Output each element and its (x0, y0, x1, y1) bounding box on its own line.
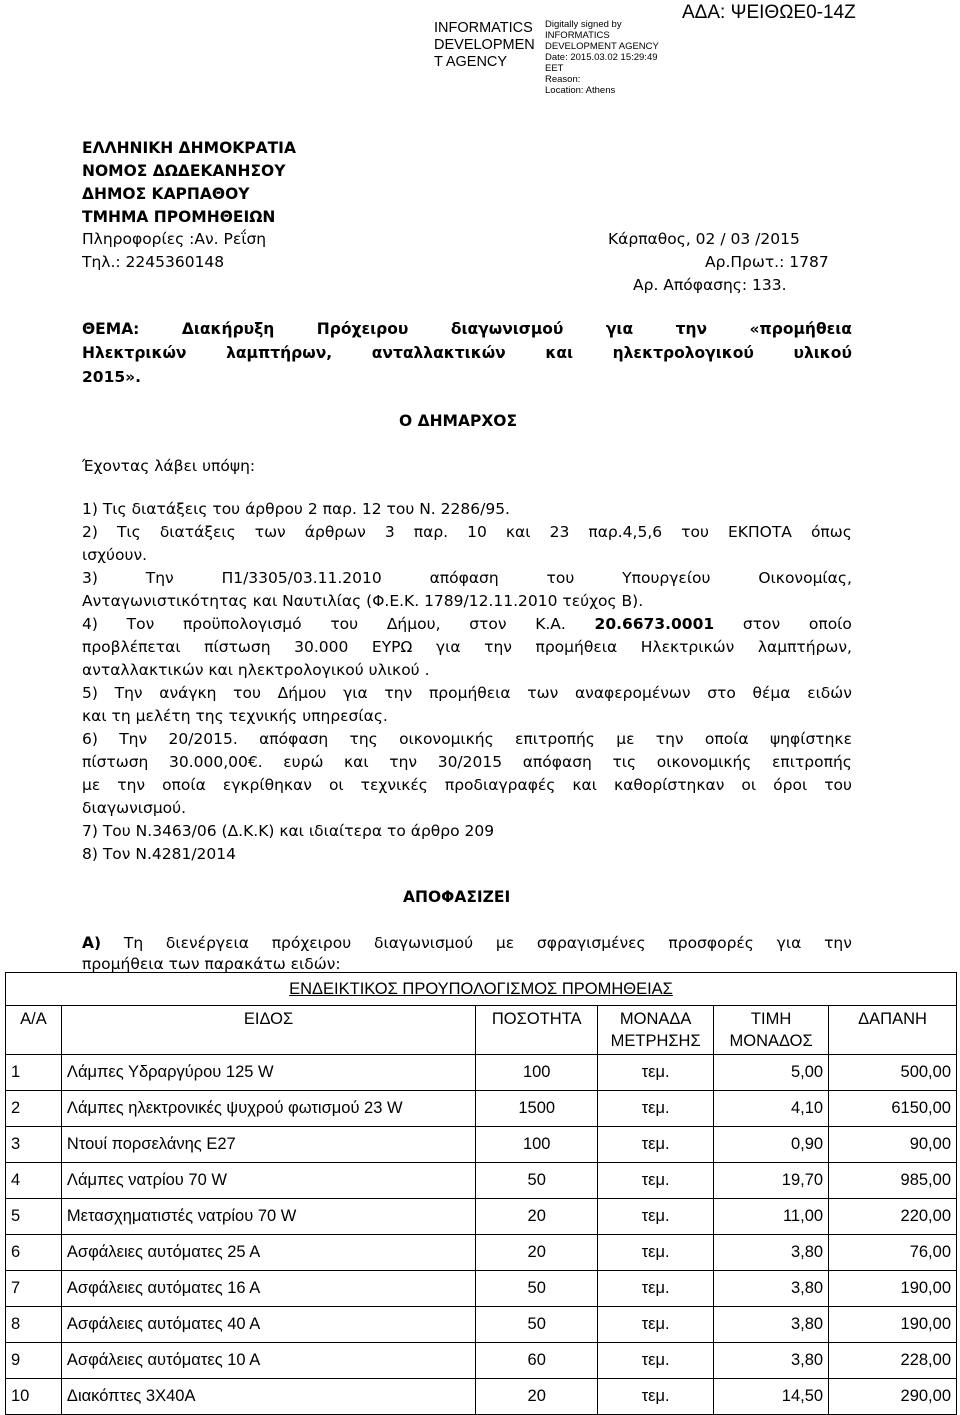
row-quantity: 60 (476, 1343, 598, 1379)
ref-word: επιτροπής (772, 753, 852, 771)
ref-word: Δήμου, (386, 615, 441, 633)
ref-word: την (389, 753, 418, 771)
ref-word: του (233, 684, 261, 702)
clause-a-line-1 (82, 934, 852, 952)
row-unit-price: 19,70 (714, 1163, 829, 1199)
header-line: ΔΗΜΟΣ ΚΑΡΠΑΘΟΥ (82, 185, 250, 203)
row-quantity: 50 (476, 1271, 598, 1307)
ref-word: και (344, 753, 369, 771)
row-cost: 90,00 (829, 1127, 957, 1163)
row-item: Ασφάλειες αυτόματες 16 Α (61, 1271, 475, 1307)
ref-4-line-1 (82, 615, 852, 633)
clause-a-label: Α) (82, 934, 102, 952)
ref-word: οποία (704, 730, 749, 748)
subject-word: και (545, 344, 574, 362)
considering-label: Έχοντας λάβει υπόψη: (82, 457, 256, 475)
ref-word: της (349, 730, 378, 748)
budget-code: 20.6673.0001 (594, 615, 715, 633)
table-row (6, 1235, 957, 1271)
ref-word: την (384, 684, 413, 702)
clause-word: Τη (123, 934, 144, 952)
row-cost: 500,00 (829, 1055, 957, 1091)
signature-org-line: T AGENCY (434, 54, 508, 70)
col-header-unit (598, 1006, 714, 1055)
ref-word: παρ.4,5,6 (588, 523, 663, 541)
row-cost: 76,00 (829, 1235, 957, 1271)
mayor-heading: Ο ΔΗΜΑΡΧΟΣ (399, 412, 518, 430)
ref-word: πίστωση (82, 753, 149, 771)
ref-word: Οικονομίας, (758, 569, 852, 587)
ref-word: οποία (162, 776, 206, 794)
row-number: 3 (6, 1127, 62, 1163)
row-quantity: 50 (476, 1307, 598, 1343)
ref-word: 30/2015 (437, 753, 503, 771)
ref-word: προμήθεια (535, 638, 618, 656)
ref-word: ανάγκη (159, 684, 217, 702)
signature-meta-line: EET (545, 63, 564, 74)
ref-word: στον (469, 615, 507, 633)
row-cost: 220,00 (829, 1199, 957, 1235)
ref-4-line-3: ανταλλακτικών και ηλεκτρολογικού υλικού . (82, 661, 430, 679)
row-unit-price: 11,00 (714, 1199, 829, 1235)
ref-word: απόφαση (522, 753, 592, 771)
ref-2-line-2: ισχύουν. (82, 546, 148, 564)
row-unit: τεμ. (598, 1343, 714, 1379)
row-item: Μετασχηματιστές νατρίου 70 W (61, 1199, 475, 1235)
subject-word: υλικού (793, 344, 852, 362)
header-line: ΕΛΛΗΝΙΚΗ ΔΗΜΟΚΡΑΤΙΑ (82, 139, 296, 157)
ref-word: των (527, 684, 559, 702)
row-number: 1 (6, 1055, 62, 1091)
subject-word: ηλεκτρολογικού (612, 344, 754, 362)
ref-word: παρ. (413, 523, 449, 541)
table-row (6, 1379, 957, 1415)
row-unit: τεμ. (598, 1271, 714, 1307)
ref-word: του (681, 523, 709, 541)
ref-word: του (824, 776, 852, 794)
ref-word: λαμπτήρων, (757, 638, 852, 656)
protocol-number: Αρ.Πρωτ.: 1787 (705, 253, 829, 271)
ref-word: και (572, 776, 597, 794)
subject-word: διαγωνισμού (450, 320, 564, 338)
ref-word: απόφαση (429, 569, 499, 587)
row-number: 5 (6, 1199, 62, 1235)
signature-meta-line: Reason: (545, 74, 581, 85)
row-quantity: 100 (476, 1055, 598, 1091)
ref-word: επιτροπής (515, 730, 595, 748)
ref-word: θέμα (752, 684, 791, 702)
row-unit: τεμ. (598, 1091, 714, 1127)
ref-word: και (505, 523, 531, 541)
clause-word: προσφορές (668, 934, 754, 952)
ref-word: των (254, 523, 286, 541)
row-cost: 190,00 (829, 1307, 957, 1343)
subject-word: ΘΕΜΑ: (82, 320, 140, 338)
ref-6-line-3 (82, 776, 852, 794)
col-header-price (714, 1006, 829, 1055)
ref-word: 6) (82, 730, 98, 748)
subject-word: Διακήρυξη (181, 320, 275, 338)
ref-2-line-1 (82, 523, 852, 541)
ref-3-line-2: Ανταγωνιστικότητας και Ναυτιλίας (Φ.Ε.Κ. 1789/12.11.2010 τεύχος Β). (82, 592, 644, 610)
clause-word: διενέργεια (165, 934, 249, 952)
row-item: Λάμπες Υδραργύρου 125 W (61, 1055, 475, 1091)
table-caption-row (6, 973, 957, 1006)
clause-word: διαγωνισμού (373, 934, 474, 952)
ref-word: όροι (773, 776, 808, 794)
row-quantity: 20 (476, 1379, 598, 1415)
subject-word: ανταλλακτικών (371, 344, 506, 362)
ref-word: στο (707, 684, 736, 702)
ref-word: Τις (116, 523, 141, 541)
row-unit-price: 4,10 (714, 1091, 829, 1127)
place-date: Κάρπαθος, 02 / 03 /2015 (608, 230, 800, 248)
header-line: ΤΜΗΜΑ ΠΡΟΜΗΘΕΙΩΝ (82, 208, 276, 226)
ref-6-line-1 (82, 730, 852, 748)
ref-word: οι (741, 776, 757, 794)
ada-code: ΑΔΑ: ΨΕΙΘΩΕ0-14Ζ (682, 2, 856, 23)
ref-word: του (546, 569, 575, 587)
subject-word: Πρόχειρου (316, 320, 409, 338)
ref-5-line-2: και τη μελέτη της τεχνικής υπηρεσίας. (82, 707, 388, 725)
row-cost: 190,00 (829, 1271, 957, 1307)
col-header-unit-1: ΜΟΝΑΔΑ (619, 1010, 692, 1028)
row-number: 4 (6, 1163, 62, 1199)
signature-meta-line: DEVELOPMENT AGENCY (545, 41, 659, 52)
decision-number: Αρ. Απόφασης: 133. (633, 276, 787, 294)
row-unit-price: 3,80 (714, 1271, 829, 1307)
ref-word: απόφαση (259, 730, 329, 748)
table-header-row (6, 1006, 957, 1055)
row-unit: τεμ. (598, 1055, 714, 1091)
ref-word: του (330, 615, 359, 633)
row-item: Ασφάλειες αυτόματες 25 Α (61, 1235, 475, 1271)
ref-word: την (655, 730, 684, 748)
col-header-qty: ΠΟΣΟΤΗΤΑ (476, 1006, 598, 1055)
ref-word: Την (145, 569, 174, 587)
col-header-aa: Α/Α (6, 1006, 62, 1055)
ref-6-line-2 (82, 753, 852, 771)
signature-meta-line: INFORMATICS (545, 30, 610, 41)
ref-word: Ηλεκτρικών (640, 638, 735, 656)
subject-word: Ηλεκτρικών (82, 344, 187, 362)
row-unit: τεμ. (598, 1307, 714, 1343)
row-item: Λάμπες ηλεκτρονικές ψυχρού φωτισμού 23 W (61, 1091, 475, 1127)
ref-word: την (117, 776, 146, 794)
ref-word: με (616, 730, 635, 748)
row-unit: τεμ. (598, 1199, 714, 1235)
ref-word: με (82, 776, 101, 794)
ref-word: οι (328, 776, 344, 794)
signature-org-line: INFORMATICS (434, 20, 533, 36)
ref-6-line-4: διαγωνισμού. (82, 799, 187, 817)
clause-word: για (776, 934, 802, 952)
ref-8: 8) Τον Ν.4281/2014 (82, 845, 237, 863)
col-header-unit-2: ΜΕΤΡΗΣΗΣ (610, 1032, 701, 1050)
clause-word: την (824, 934, 852, 952)
table-row (6, 1271, 957, 1307)
signature-meta (545, 19, 659, 96)
subject-word: λαμπτήρων, (226, 344, 333, 362)
ref-5-line-1 (82, 684, 852, 702)
phone: Τηλ.: 2245360148 (82, 253, 225, 271)
row-cost: 290,00 (829, 1379, 957, 1415)
table-row (6, 1163, 957, 1199)
table-row (6, 1127, 957, 1163)
document-header (82, 137, 296, 229)
ref-word: ευρώ (283, 753, 324, 771)
row-number: 9 (6, 1343, 62, 1379)
ref-word: 20/2015. (168, 730, 238, 748)
ref-word: αναφερομένων (574, 684, 691, 702)
table-row (6, 1307, 957, 1343)
ref-word: προδιαγραφές (444, 776, 556, 794)
row-number: 2 (6, 1091, 62, 1127)
ref-word: ψηφίστηκε (769, 730, 852, 748)
ref-word: όπως (810, 523, 852, 541)
row-item: Διακόπτες 3Χ40Α (61, 1379, 475, 1415)
subject-line-3: 2015». (82, 368, 142, 386)
header-line: ΝΟΜΟΣ ΔΩΔΕΚΑΝΗΣΟΥ (82, 162, 286, 180)
row-item: Ντουί πορσελάνης Ε27 (61, 1127, 475, 1163)
ref-word: Την (114, 684, 143, 702)
ref-word: ΕΚΠΟΤΑ (728, 523, 792, 541)
ref-word: 3 (384, 523, 395, 541)
row-unit: τεμ. (598, 1127, 714, 1163)
table-row (6, 1091, 957, 1127)
subject-line-1 (82, 320, 852, 338)
table-row (6, 1199, 957, 1235)
ref-word: προβλέπεται (82, 638, 181, 656)
row-cost: 985,00 (829, 1163, 957, 1199)
clause-word: σφραγισμένες (536, 934, 646, 952)
row-unit-price: 14,50 (714, 1379, 829, 1415)
ref-word: 30.000,00€. (168, 753, 263, 771)
table-row (6, 1055, 957, 1091)
ref-word: 30.000 (294, 638, 349, 656)
ref-word: την (484, 638, 512, 656)
ref-word: διατάξεις (159, 523, 236, 541)
subject-word: για (605, 320, 634, 338)
ref-word: εγκρίθηκαν (222, 776, 312, 794)
ref-word: ειδών (807, 684, 852, 702)
signature-meta-line: Digitally signed by (545, 19, 622, 30)
ref-word: Τον (126, 615, 155, 633)
row-number: 6 (6, 1235, 62, 1271)
row-item: Ασφάλειες αυτόματες 10 Α (61, 1343, 475, 1379)
row-unit-price: 5,00 (714, 1055, 829, 1091)
col-header-price-2: ΜΟΝΑΔΟΣ (729, 1032, 813, 1050)
col-header-item: ΕΙΔΟΣ (61, 1006, 475, 1055)
budget-table (5, 972, 957, 1415)
ref-word: Την (119, 730, 148, 748)
ref-word: πίστωση (204, 638, 271, 656)
signature-meta-line: Location: Athens (545, 85, 616, 96)
col-header-cost: ΔΑΠΑΝΗ (829, 1006, 957, 1055)
ref-word: οικονομικής (656, 753, 752, 771)
signature-org-line: DEVELOPMEN (434, 37, 535, 53)
ref-word: Δήμου (277, 684, 327, 702)
row-number: 8 (6, 1307, 62, 1343)
ref-word: ΕΥΡΩ (371, 638, 413, 656)
clause-word: με (495, 934, 515, 952)
ref-word: για (343, 684, 368, 702)
decides-heading: ΑΠΟΦΑΣΙΖΕΙ (403, 888, 511, 906)
row-unit-price: 3,80 (714, 1307, 829, 1343)
row-unit: τεμ. (598, 1379, 714, 1415)
ref-word: Π1/3305/03.11.2010 (221, 569, 382, 587)
row-quantity: 1500 (476, 1091, 598, 1127)
ref-word: 4) (82, 615, 98, 633)
ref-7: 7) Του Ν.3463/06 (Δ.Κ.Κ) και ιδιαίτερα το άρθρο 209 (82, 822, 495, 840)
row-cost: 6150,00 (829, 1091, 957, 1127)
row-number: 7 (6, 1271, 62, 1307)
clause-word: πρόχειρου (271, 934, 352, 952)
row-quantity: 100 (476, 1127, 598, 1163)
row-item: Ασφάλειες αυτόματες 40 Α (61, 1307, 475, 1343)
ref-word: Υπουργείου (622, 569, 711, 587)
ref-4-line-2 (82, 638, 852, 656)
subject-word: «προμήθεια (749, 320, 852, 338)
subject-line-2 (82, 344, 852, 362)
table-caption (6, 973, 957, 1006)
ref-word: τις (612, 753, 637, 771)
row-unit-price: 3,80 (714, 1343, 829, 1379)
ref-3-line-1 (82, 569, 852, 587)
ref-word: 3) (82, 569, 98, 587)
col-header-price-1: ΤΙΜΗ (750, 1010, 792, 1028)
ref-word: καθορίστηκαν (614, 776, 725, 794)
ref-word: Κ.Α. (535, 615, 566, 633)
ref-word: 23 (549, 523, 570, 541)
info-contact: Πληροφορίες :Αν. Ρεΐση (82, 230, 267, 248)
ref-word: για (435, 638, 461, 656)
row-unit: τεμ. (598, 1235, 714, 1271)
row-quantity: 50 (476, 1163, 598, 1199)
row-number: 10 (6, 1379, 62, 1415)
ref-word: οικονομικής (399, 730, 494, 748)
ref-word: τεχνικές (360, 776, 428, 794)
table-row (6, 1343, 957, 1379)
signature-organization (434, 20, 535, 71)
row-unit: τεμ. (598, 1163, 714, 1199)
row-cost: 228,00 (829, 1343, 957, 1379)
row-quantity: 20 (476, 1235, 598, 1271)
row-item: Λάμπες νατρίου 70 W (61, 1163, 475, 1199)
clause-a-line-2: προμήθεια των παρακάτω ειδών: (82, 955, 341, 973)
ref-word: άρθρων (304, 523, 366, 541)
ref-word: προϋπολογισμό (182, 615, 302, 633)
ref-1: 1) Τις διατάξεις του άρθρου 2 παρ. 12 του Ν. 2286/95. (82, 500, 510, 518)
subject-word: την (675, 320, 708, 338)
signature-meta-line: Date: 2015.03.02 15:29:49 (545, 52, 658, 63)
ref-word: 5) (82, 684, 98, 702)
ref-word: 10 (467, 523, 487, 541)
ref-word: στον (742, 615, 781, 633)
ref-word: 2) (82, 523, 98, 541)
ref-word: προμήθεια (428, 684, 511, 702)
table-caption-text: ΕΝΔΕΙΚΤΙΚΟΣ ΠΡΟΥΠΟΛΟΓΙΣΜΟΣ ΠΡΟΜΗΘΕΙΑΣ (289, 979, 673, 998)
row-unit-price: 3,80 (714, 1235, 829, 1271)
ref-word: οποίο (808, 615, 852, 633)
row-quantity: 20 (476, 1199, 598, 1235)
row-unit-price: 0,90 (714, 1127, 829, 1163)
